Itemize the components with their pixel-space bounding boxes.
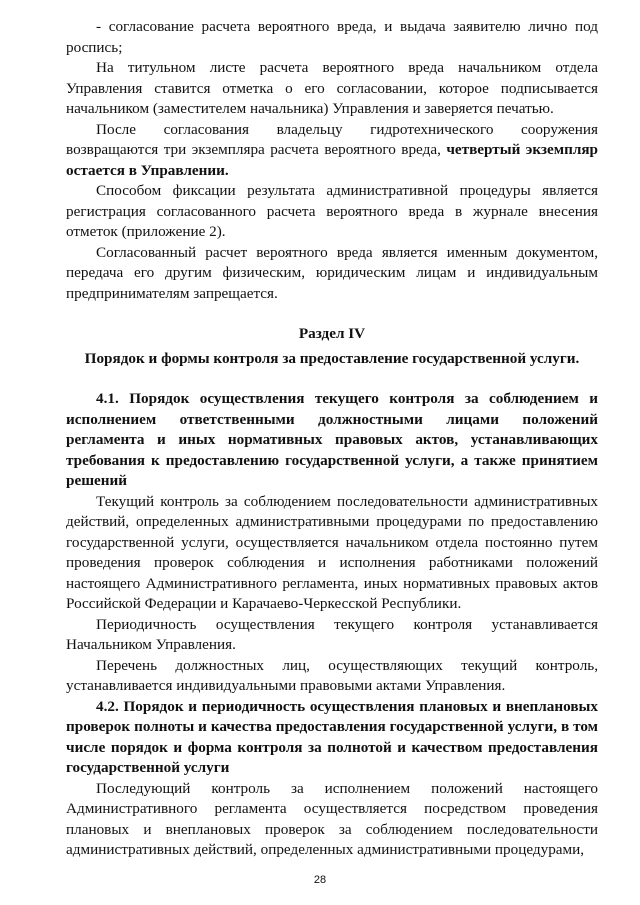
paragraph-title-sheet: На титульном листе расчета вероятного вреда начальником отдела Управления ставится отметка о его согласовании, которое подписывается начальником (заместителем начальника) Управления и заверяется печатью. bbox=[66, 59, 598, 117]
subsection-4-1-paragraph: Перечень должностных лиц, осуществляющих текущий контроль, устанавливается индивидуальными правовыми актами Управления. bbox=[66, 656, 598, 694]
subsection-4-1-paragraph: Периодичность осуществления текущего контроля устанавливается Начальником Управления. bbox=[66, 615, 598, 653]
subsection-4-1-heading: 4.1. Порядок осуществления текущего контроля за соблюдением и исполнением ответственными должностными лицами положений регламента и иных нормативных правовых актов, устанавливающих требования к предоставлению государственной услуги, а также принятием решений bbox=[66, 390, 598, 489]
paragraph-fixation: Способом фиксации результата административной процедуры является регистрация согласованного расчета вероятного вреда в журнале внесения отметок (приложение 2). bbox=[66, 182, 598, 240]
paragraph-copies-bold: четвертый экземпляр остается в Управлении. bbox=[66, 141, 599, 179]
page-number: 28 bbox=[313, 874, 327, 886]
paragraph-approval: - согласование расчета вероятного вреда, и выдача заявителю лично под роспись; bbox=[66, 18, 598, 56]
subsection-4-2-heading: 4.2. Порядок и периодичность осуществления плановых и внеплановых проверок полноты и качества предоставления государственной услуги, в том числе порядок и форма контроля за полнотой и качеством предоставления государственной услуги bbox=[66, 697, 598, 776]
paragraph-copies bbox=[66, 120, 598, 182]
subsection-4-2-paragraph: Последующий контроль за исполнением положений настоящего Административного регламента осуществляется посредством проведения плановых и внеплановых проверок за соблюдением последовательности административных действий, определенных административными процедурами, bbox=[66, 779, 598, 858]
paragraph-copies-plain: После согласования владельцу гидротехнического сооружения возвращаются три экземпляра расчета вероятного вреда, bbox=[66, 120, 598, 158]
section-title: Раздел IV bbox=[298, 325, 366, 342]
section-subtitle: Порядок и формы контроля за предоставление государственной услуги. bbox=[84, 349, 580, 367]
paragraph-named-document: Согласованный расчет вероятного вреда является именным документом, передача его другим физическим, юридическим лицам и индивидуальным предпринимателям запрещается. bbox=[66, 243, 598, 302]
page-content bbox=[66, 17, 598, 861]
subsection-4-1-paragraph: Текущий контроль за соблюдением последовательности административных действий, определенных административными процедурами по предоставлению государственной услуги, осуществляется начальником отдела постоянно путем проведения проверок соблюдения и исполнения работниками положений настоящего Административного регламента, иных нормативных правовых актов Российской Федерации и Карачаево-Черкесской Республики. bbox=[66, 492, 598, 612]
